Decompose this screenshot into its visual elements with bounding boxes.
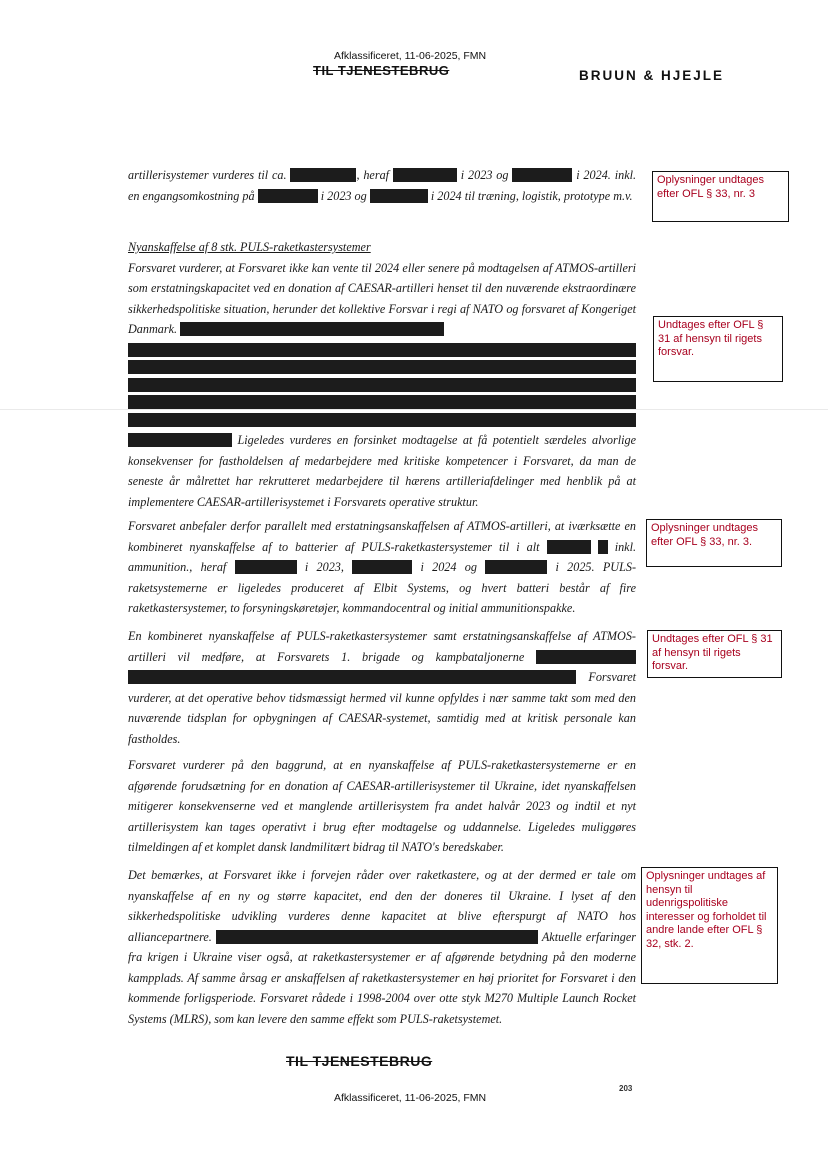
redaction-line [128, 360, 636, 374]
redaction [258, 189, 318, 203]
redaction [393, 168, 457, 182]
p4-text-3: vurderer, at det operative behov tidsmæssigt hermed vil kunne opfyldes i nær samme takt som med den nuværende tidsplan for opbygningen af CAESAR-systemet, samtidig med at kritisk personale kan fastholdes. [128, 690, 636, 746]
page-number: 203 [619, 1084, 633, 1093]
classification-top: TIL TJENESTEBRUG [313, 63, 450, 78]
redaction [128, 433, 232, 447]
p3-text-3: i 2023, [304, 560, 344, 574]
p3-text-4: i 2024 og [420, 560, 477, 574]
paragraph-4 [128, 626, 636, 749]
p3-text-6: PULS-raketsystemerne er ligeledes produceret af Elbit Systems, og hvert batteri består af fire raketkastersystemer, to forsyningskøretøjer, kommandocentral og initial ammunitionspakke. [128, 560, 637, 615]
redaction [128, 670, 576, 684]
p1-text-3: i 2023 og [460, 168, 509, 182]
redaction-line [128, 378, 636, 392]
p1-text-1: artillerisystemer vurderes til ca. [128, 168, 287, 182]
p1-text-5: inkl. en engangsomkostning på [128, 168, 637, 203]
margin-note-4: Undtages efter OFL § 31 af hensyn til rigets forsvar. [647, 630, 782, 678]
declassified-stamp-bottom: Afklassificeret, 11-06-2025, FMN [334, 1092, 487, 1104]
redaction-line [128, 413, 636, 427]
p3-text-1: Forsvaret anbefaler derfor parallelt med erstatningsanskaffelsen af ATMOS-artilleri, at iværksætte en kombineret nyanskaffelse af to batterier af PULS-raketkastersystemer til i alt [128, 519, 636, 554]
redaction-line [128, 395, 636, 409]
redaction [290, 168, 356, 182]
p2-text-2: Ligeledes vurderes en forsinket modtagelse at få potentielt særdeles alvorlige konsekvenser for fastholdelsen af medarbejdere med kritiske kompetencer i Forsvaret, da man de seneste år målrettet har rekrutteret medarbejdere til hærens artilleriafdelinger med henblik på at implementere CAESAR-artillerisystemet i Forsvarets operative struktur. [128, 433, 636, 509]
margin-note-3: Oplysninger undtages efter OFL § 33, nr. 3. [646, 519, 782, 567]
redaction [547, 540, 591, 554]
redaction [512, 168, 572, 182]
redaction-line [128, 343, 636, 357]
paragraph-3 [128, 516, 636, 619]
paragraph-5: Forsvaret vurderer på den baggrund, at en nyanskaffelse af PULS-raketkastersystemerne er en afgørende forudsætning for en donation af CAESAR-artillerisystemer til Ukraine, idet nyanskaffelsen mitigerer konsekvenserne ved et manglende artillerisystem fra andet halvår 2023 og indtil et nyt artillerisystem kan tages operativt i brug efter modtagelse og uddannelse. Ligeledes muliggøres tilmeldingen af et komplet dansk landmilitært bidrag til NATO's beredskaber. [128, 758, 636, 854]
redaction [352, 560, 412, 574]
brand-logo: BRUUN & HJEJLE [579, 68, 725, 83]
margin-note-2: Undtages efter OFL § 31 af hensyn til rigets forsvar. [653, 316, 783, 382]
p6-text-1: Det bemærkes, at Forsvaret ikke i forvejen råder over raketkastere, og at der dermed er tale om nyanskaffelse af en ny og større kapacitet, end den der doneres til Ukraine. I lyset af den sikkerhedspolitiske udvikling vurderes denne kapacitet at blive efterspurgt af NATO hos alliancepartnere. [128, 868, 636, 944]
declassified-stamp-top: Afklassificeret, 11-06-2025, FMN [334, 50, 487, 62]
p1-text-6: i 2023 og [320, 188, 367, 203]
redaction [216, 930, 538, 944]
classification-bottom: TIL TJENESTEBRUG [286, 1053, 433, 1069]
margin-note-5: Oplysninger undtages af hensyn til udenrigspolitiske interesser og forholdet til andre lande efter OFL § 32, stk. 2. [641, 867, 778, 984]
p1-text-4: i 2024. [576, 168, 611, 182]
p1-text-7: i 2024 til træning, logistik, [430, 188, 561, 203]
paragraph-1 [128, 165, 636, 206]
section-heading: Nyanskaffelse af 8 stk. PULS-raketkastersystemer [128, 240, 371, 254]
margin-note-1: Oplysninger undtages efter OFL § 33, nr. 3 [652, 171, 789, 222]
p2-text-1: Forsvaret vurderer, at Forsvaret ikke kan vente til 2024 eller senere på modtagelsen af ATMOS-artilleri som erstatningskapacitet ved en donation af CAESAR-artilleri henset til den nuværende ekstraordinære sikkerhedspolitiske situation, herunder det kollektive Forsvar i regi af NATO og forsvaret af Kongeriget Danmark. [128, 260, 636, 336]
paragraph-6 [128, 865, 636, 1029]
p3-text-2: inkl. ammunition., heraf [128, 539, 637, 574]
redaction [235, 560, 297, 574]
paragraph-2 [128, 237, 636, 512]
p6-text-2: Aktuelle erfaringer fra krigen i Ukraine viser også, at raketkastersystemer er af afgørende betydning på den moderne kampplads. Af samme årsag er anskaffelsen af raketkastersystemer en høj prioritet for Forsvaret i den kommende forligsperiode. Forsvaret rådede i 1998-2004 over otte styk M270 Multiple Launch Rocket Systems (MLRS), som kan levere den samme effekt som PULS-raketsystemet. [128, 929, 637, 1026]
p4-text-1: En kombineret nyanskaffelse af PULS-raketkastersystemer samt erstatningsanskaffelse af ATMOS-artilleri vil medføre, at Forsvarets 1. brigade og kampbataljonerne [128, 629, 636, 664]
p1-text-8: prototype m.v. [563, 188, 633, 203]
p4-text-2: Forsvaret [588, 670, 636, 684]
redaction [598, 540, 608, 554]
redaction [485, 560, 547, 574]
redaction [370, 189, 428, 203]
p1-text-2: , heraf [356, 168, 390, 182]
redaction [536, 650, 636, 664]
redaction [180, 322, 444, 336]
p3-text-5: i 2025. [555, 560, 595, 574]
